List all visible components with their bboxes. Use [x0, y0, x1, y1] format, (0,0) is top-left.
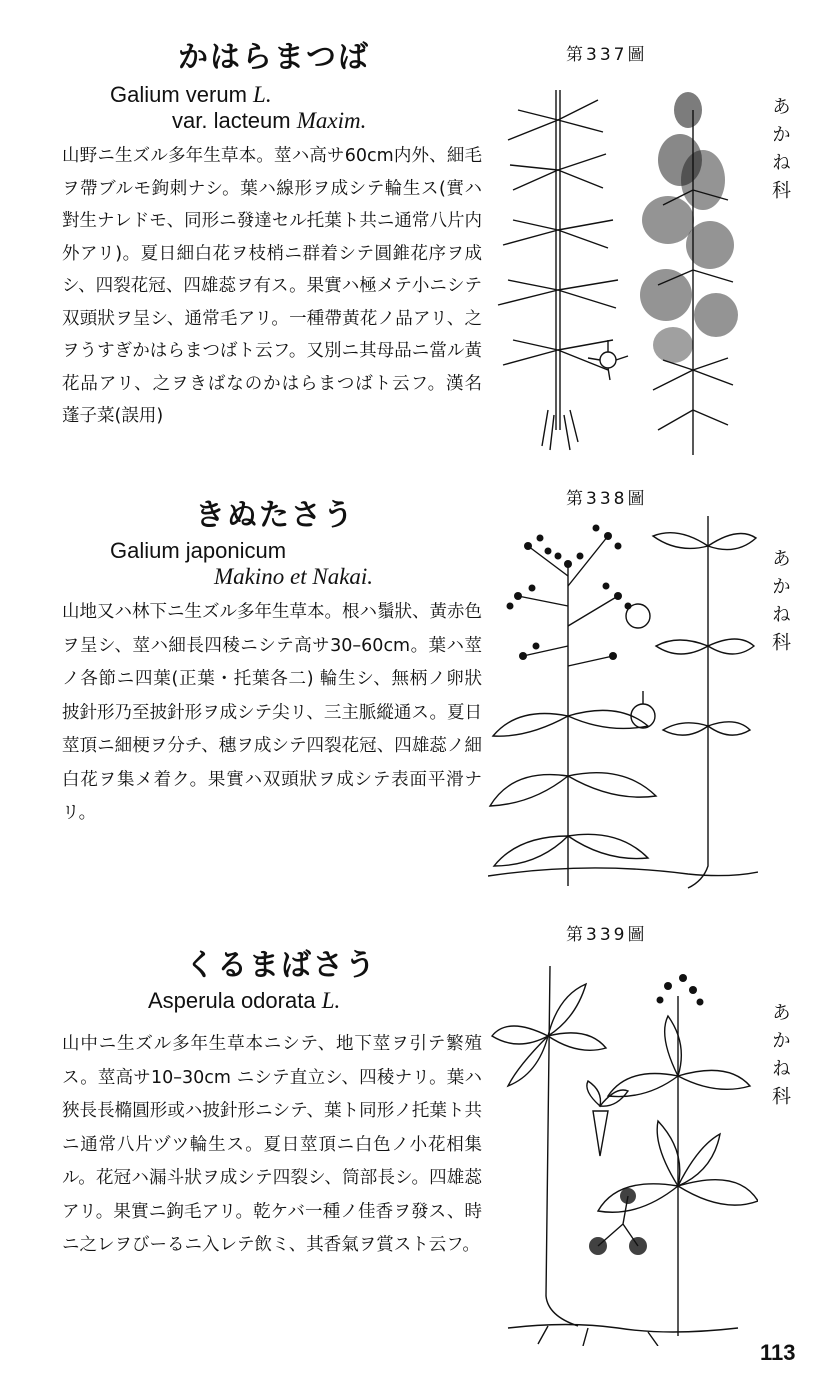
scientific-name-line2 — [214, 564, 373, 590]
entry-description: 山野ニ生ズル多年生草本。莖ハ高サ60cm内外、細毛ヲ帶ブルモ鉤刺ナシ。葉ハ線形ヲ成シテ輪生ス(實ハ對生ナレドモ、同形ニ發達セル托葉ト共ニ通常八片内外アリ)。夏日細白花ヲ枝梢ニ群着シテ圓錐花序ヲ成シ、四裂花冠、四雄蕊ヲ有ス。果實ハ極メテ小ニシテ双頭狀ヲ呈シ、通常毛アリ。一種帶黃花ノ品アリ、之ヲうすぎかはらまつばト云フ。又別ニ其母品ニ當ル黃花品アリ、之ヲきばなのかはらまつばト云フ。漢名 蓬子菜(誤用) — [62, 146, 482, 426]
entry-description: 山地又ハ林下ニ生ズル多年生草本。根ハ鬚狀、黃赤色ヲ呈シ、莖ハ細長四稜ニシテ高サ30–60cm。葉ハ莖ノ各節ニ四葉(正葉・托葉各二) 輪生シ、無柄ノ卵狀披針形乃至披針形ヲ成シテ尖リ、三主脈縱通ス。夏日莖頂ニ細梗ヲ分チ、穗ヲ成シテ四裂花冠、四雄蕊ノ細白花ヲ集メ着ク。果實ハ双頭狀ヲ成シテ表面平滑ナリ。 — [62, 602, 482, 823]
entry-kurumabasou — [0, 910, 840, 1350]
illustration-galium-japonicum — [488, 506, 758, 896]
family-label: あかね科 — [769, 1002, 791, 1114]
illustration-galium-verum — [488, 70, 758, 460]
family-label: あかね科 — [769, 96, 791, 208]
author-citation: L. — [321, 988, 341, 1013]
entry-kinutasou — [0, 470, 840, 910]
scientific-name: Asperula odorata — [148, 988, 316, 1013]
author-citation: Makino et Nakai. — [214, 564, 374, 589]
family-label: あかね科 — [769, 548, 791, 660]
scientific-name: Galium verum — [110, 82, 247, 107]
entry-title: きぬたさう — [195, 498, 355, 533]
scientific-name: Galium japonicum — [110, 538, 287, 563]
entry-title: かはらまつば — [178, 40, 370, 75]
figure-label: 第337圖 — [566, 45, 648, 65]
entry-kaharamatsuba — [0, 0, 840, 470]
scientific-name-line1 — [148, 988, 340, 1014]
variety-name: var. lacteum — [172, 108, 291, 133]
author-citation: Maxim. — [296, 108, 367, 133]
entry-description: 山中ニ生ズル多年生草本ニシテ、地下莖ヲ引テ繁殖ス。莖高サ10–30cm ニシテ直立シ、四稜ナリ。葉ハ狹長長橢圓形或ハ披針形ニシテ、葉ト同形ノ托葉ト共ニ通常八片ヅツ輪生ス。夏日莖頂ニ白色ノ小花相集ル。花冠ハ漏斗狀ヲ成シテ四裂シ、筒部長シ。四雄蕊アリ。果實ニ鉤毛アリ。乾ケバ一種ノ佳香ヲ發ス、時ニ之レヲびーるニ入レテ飲ミ、其香氣ヲ賞スト云フ。 — [62, 1034, 482, 1255]
scientific-name-line1 — [110, 82, 272, 108]
author-citation: L. — [253, 82, 272, 107]
figure-label: 第339圖 — [566, 925, 648, 945]
entry-title: くるまばさう — [185, 948, 377, 983]
scientific-name-line2 — [172, 108, 366, 134]
illustration-asperula-odorata — [488, 956, 758, 1346]
figure-label: 第338圖 — [566, 489, 648, 509]
page-number: 113 — [760, 1340, 796, 1365]
scientific-name-line1 — [110, 538, 286, 564]
